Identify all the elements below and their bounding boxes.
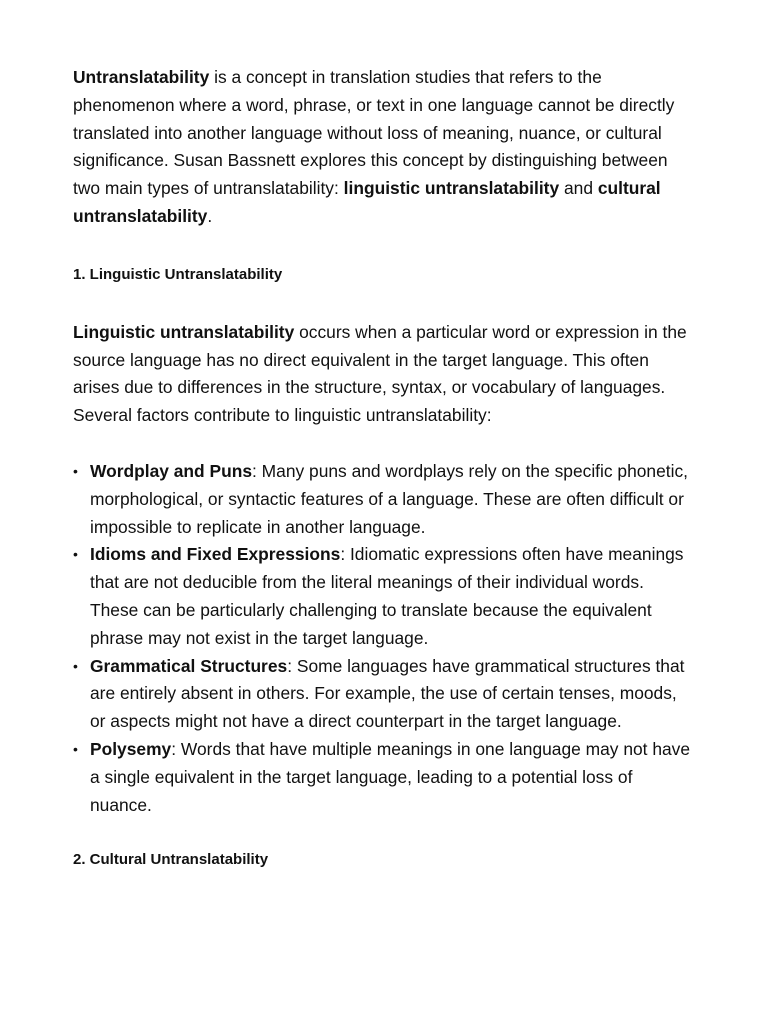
linguistic-paragraph: [73, 319, 694, 430]
list-item: [73, 541, 694, 652]
list-item: [73, 458, 694, 541]
intro-bold-linguistic: linguistic untranslatability: [343, 178, 560, 199]
list-item-term: Grammatical Structures: [90, 655, 288, 676]
list-item-term: Polysemy: [90, 738, 172, 759]
bullet-icon: •: [73, 546, 78, 563]
linguistic-text: occurs when a particular word or expression in the source language has no direct equivalent in the target language. This often arises due to differences in the structure, syntax, or vocabulary of languages. Several factors contribute to linguistic untranslatability:: [73, 321, 687, 426]
list-item: [73, 736, 694, 819]
linguistic-term: Linguistic untranslatability: [73, 321, 295, 342]
section-heading-linguistic: 1. Linguistic Untranslatability: [73, 265, 283, 283]
list-item-term: Idioms and Fixed Expressions: [90, 544, 341, 565]
intro-paragraph: [73, 64, 694, 231]
list-item-text: : Some languages have grammatical structures that are entirely absent in others. For example, the use of certain tenses, moods, or aspects might not have a direct counterpart in the target language.: [90, 655, 685, 732]
list-item-text: : Idiomatic expressions often have meanings that are not deducible from the literal meanings of their individual words. These can be particularly challenging to translate because the equivalent phrase may not exist in the target language.: [90, 544, 684, 648]
section-heading-cultural: 2. Cultural Untranslatability: [73, 851, 269, 869]
list-item: [73, 653, 694, 736]
list-item-text: : Many puns and wordplays rely on the specific phonetic, morphological, or syntactic features of a language. These are often difficult or impossible to replicate in another language.: [90, 460, 688, 537]
bullet-icon: •: [73, 462, 78, 479]
intro-text-a: is a concept in translation studies that refers to the phenomenon where a word, phrase, or text in one language cannot be directly translated into another language without loss of meaning, nuance, or cultural significance. Susan Bassnett explores this concept by distinguishing between two main types of untranslatability:: [73, 67, 675, 199]
list-item-term: Wordplay and Puns: [90, 460, 253, 481]
bullet-icon: •: [73, 657, 78, 674]
bullet-icon: •: [73, 740, 78, 757]
intro-text-c: .: [207, 205, 213, 226]
intro-text-b: and: [559, 178, 598, 199]
factors-list: [73, 458, 694, 819]
intro-bold-cultural: cultural untranslatability: [73, 178, 661, 226]
intro-term: Untranslatability: [73, 67, 210, 87]
list-item-text: : Words that have multiple meanings in one language may not have a single equivalent in the target language, leading to a potential loss of nuance.: [90, 738, 691, 815]
